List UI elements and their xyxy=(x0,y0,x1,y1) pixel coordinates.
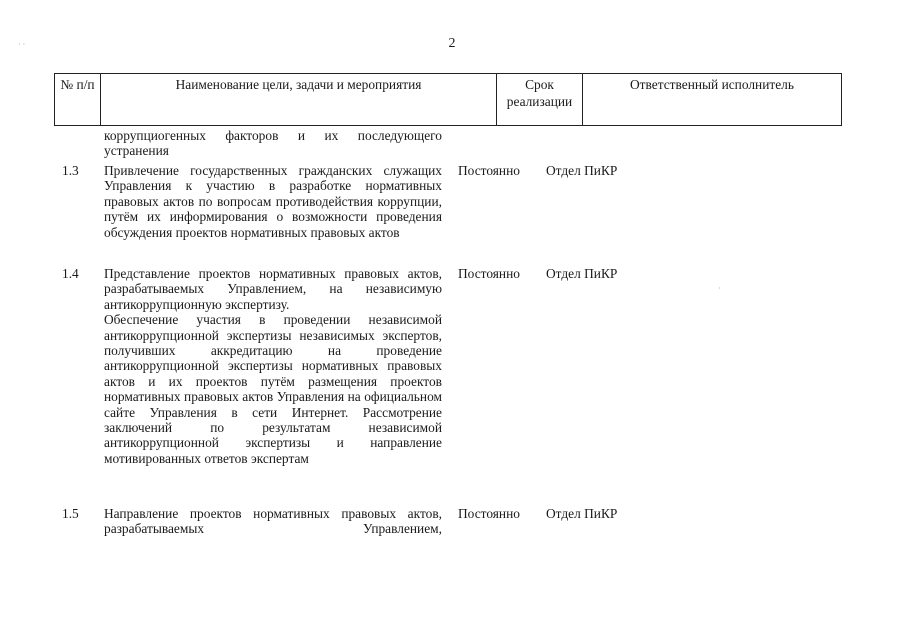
row-responsible: Отдел ПиКР xyxy=(546,163,618,178)
row-number: 1.4 xyxy=(62,266,79,281)
row-text-paragraph: Обеспечение участия в проведении независимой антикоррупционной экспертизы независимых экспертов, получивших аккредитацию на проведение антикоррупционной экспертизы нормативных правовых актов и их проектов путём размещения проектов нормативных правовых актов Управления на официальном сайте Управления в сети Интернет. Рассмотрение заключений по результатам независимой антикоррупционной экспертизы и направление мотивированных ответов экспертам xyxy=(104,312,442,466)
continued-text: коррупциогенных факторов и их последующего устранения xyxy=(104,128,442,159)
row-text xyxy=(104,266,442,466)
header-number: № п/п xyxy=(55,74,101,125)
header-name: Наименование цели, задачи и мероприятия xyxy=(101,74,497,125)
row-number: 1.5 xyxy=(62,506,79,521)
scan-speck: · · xyxy=(18,40,26,49)
scan-speck: · xyxy=(718,284,721,293)
row-text xyxy=(104,506,442,537)
row-responsible: Отдел ПиКР xyxy=(546,266,618,281)
row-term: Постоянно xyxy=(458,163,520,178)
row-text-paragraph: Привлечение государственных гражданских служащих Управления к участию в разработке нормативных правовых актов по вопросам противодействия коррупции, путём их информирования о возможности проведения обсуждения проектов нормативных правовых актов xyxy=(104,163,442,240)
row-responsible: Отдел ПиКР xyxy=(546,506,618,521)
row-text-paragraph: Направление проектов нормативных правовых актов, разрабатываемых Управлением, xyxy=(104,506,442,537)
row-text xyxy=(104,163,442,240)
row-text-paragraph: Представление проектов нормативных правовых актов, разрабатываемых Управлением, на независимую антикоррупционную экспертизу. xyxy=(104,266,442,312)
page-number: 2 xyxy=(448,36,456,51)
row-number: 1.3 xyxy=(62,163,79,178)
header-responsible: Ответственный исполнитель xyxy=(630,77,794,92)
table-header xyxy=(54,73,842,126)
header-term: Срок реализации xyxy=(497,74,583,125)
row-term: Постоянно xyxy=(458,506,520,521)
row-term: Постоянно xyxy=(458,266,520,281)
